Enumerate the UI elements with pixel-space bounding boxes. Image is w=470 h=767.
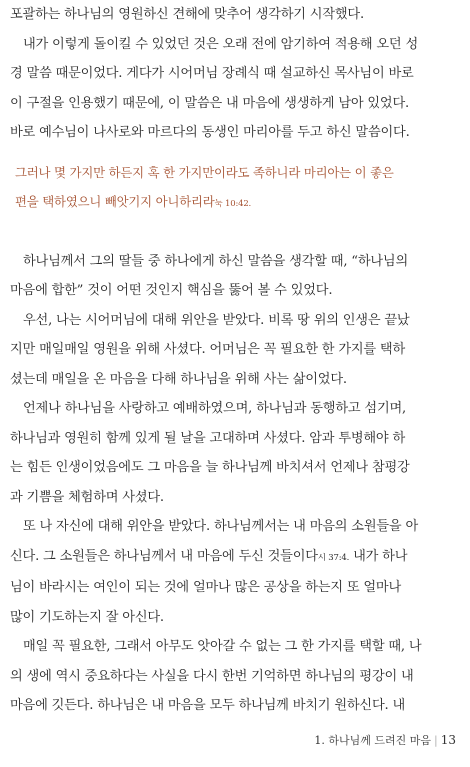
text-segment: 내가 하나 <box>349 548 408 564</box>
text-segment: 신다. 그 소원들은 하나님께서 내 마음에 두신 것들이다 <box>10 548 318 564</box>
text-line: 는 힘든 인생이었음에도 그 마음을 늘 하나님께 바치셔서 언제나 참평강 <box>10 460 410 475</box>
text-line: 하나님과 영원히 함께 있게 될 날을 고대하며 사셨다. 암과 투병해야 하 <box>10 430 406 446</box>
text-line: 언제나 하나님을 사랑하고 예배하였으며, 하나님과 동행하고 섬기며, <box>10 401 407 416</box>
page-footer <box>314 732 456 748</box>
text-line: 과 기쁨을 체험하며 사셨다. <box>10 489 164 505</box>
text-line: 많이 기도하는지 잘 아신다. <box>10 609 164 625</box>
text-line: 경 말씀 때문이었다. 게다가 시어머님 장례식 때 설교하신 목사님이 바로 <box>10 66 414 81</box>
quote-line <box>15 187 460 219</box>
quote-text: 편을 택하였으니 빼앗기지 아니하리라 <box>15 193 215 209</box>
text-line: 매일 꼭 필요한, 그래서 아무도 앗아갈 수 없는 그 한 가지를 택할 때, 나 <box>10 639 422 654</box>
text-line <box>10 542 460 574</box>
scripture-quote <box>10 158 460 219</box>
text-line: 셨는데 매일을 온 마음을 다해 하나님을 위해 사는 삶이었다. <box>10 371 347 387</box>
text-line: 하나님께서 그의 딸들 중 하나에게 하신 말씀을 생각할 때, “하나님의 <box>10 253 409 269</box>
text-line: 포괄하는 하나님의 영원하신 견해에 맞추어 생각하기 시작했다. <box>10 7 364 22</box>
text-line: 마음에 깃든다. 하나님은 내 마음을 모두 하나님께 바치기 원하신다. 내 <box>10 698 406 713</box>
text-line: 의 생에 역시 중요하다는 사실을 다시 한번 기억하면 하나님의 평강이 내 <box>10 668 414 684</box>
footer-separator: | <box>434 734 438 747</box>
text-line: 님이 바라시는 여인이 되는 것에 얼마나 많은 공상을 하는지 또 얼마나 <box>10 580 402 595</box>
text-line: 마음에 합한” 것이 어떤 것인지 핵심을 뚫어 볼 수 있었다. <box>10 283 333 298</box>
text-line: 또 나 자신에 대해 위안을 받았다. 하나님께서는 내 마음의 소원들을 아 <box>10 519 418 534</box>
chapter-title: 1. 하나님께 드려진 마음 <box>314 734 431 747</box>
quote-reference: 눅 10:42. <box>214 198 252 209</box>
text-line: 바로 예수님이 나사로와 마르다의 동생인 마리아를 두고 하신 말씀이다. <box>10 125 410 140</box>
inline-reference: 시 37:4. <box>317 552 350 563</box>
text-line: 이 구절을 인용했기 때문에, 이 말씀은 내 마음에 생생하게 남아 있었다. <box>10 95 409 111</box>
quote-line: 그러나 몇 가지만 하든지 혹 한 가지만이라도 족하니라 마리아는 이 좋은 <box>15 164 394 180</box>
spacer <box>10 148 460 158</box>
text-line: 지만 매일매일 영원을 위해 사셨다. 어머님은 꼭 필요한 한 가지를 택하 <box>10 342 406 357</box>
page-number: 13 <box>440 733 456 747</box>
text-line: 내가 이렇게 돌이킬 수 있었던 것은 오래 전에 암기하여 적용해 오던 성 <box>10 36 418 52</box>
body-text <box>10 0 460 721</box>
text-line: 우선, 나는 시어머님에 대해 위안을 받았다. 비록 땅 위의 인생은 끝났 <box>10 312 410 328</box>
spacer <box>10 219 460 247</box>
